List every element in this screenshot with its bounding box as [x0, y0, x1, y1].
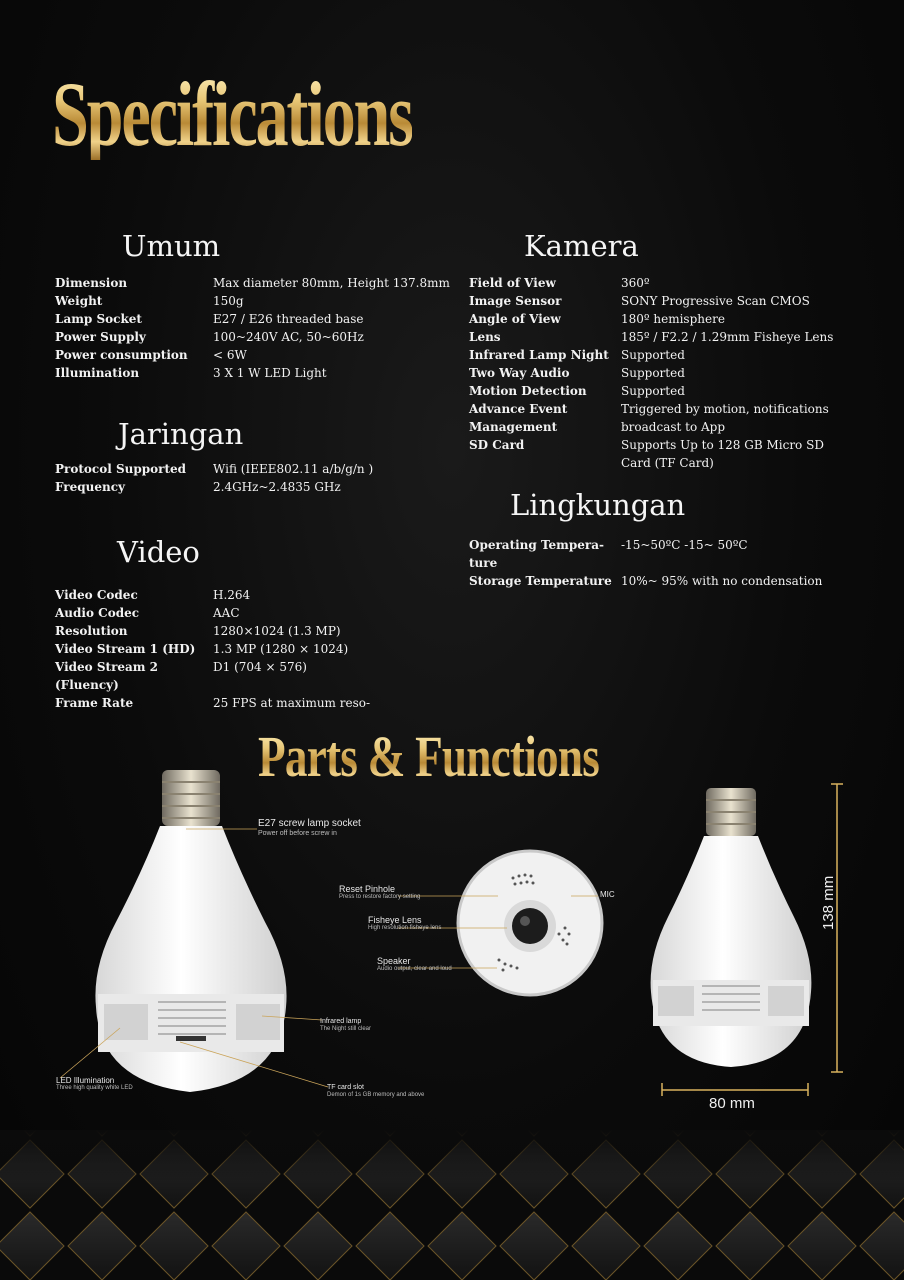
spec-value: Supported [621, 366, 685, 380]
dimension-width-label: 80 mm [709, 1095, 755, 1112]
spec-value: 1280×1024 (1.3 MP) [213, 624, 341, 638]
spec-value: -15~50ºC -15~ 50ºC [621, 538, 748, 552]
spec-value: Wifi (IEEE802.11 a/b/g/n ) [213, 462, 374, 476]
spec-key: Storage Temperature [469, 574, 612, 588]
diamond-pattern [0, 1130, 904, 1280]
spec-key: Frequency [55, 480, 126, 494]
label-led [56, 1076, 133, 1092]
spec-key: Operating Tempera- ture [469, 538, 604, 570]
spec-value: 360º [621, 276, 650, 290]
label-mic [600, 890, 615, 899]
spec-key: Power Supply [55, 330, 146, 344]
spec-key: Advance Event Management [469, 402, 568, 434]
label-infrared-title: Infrared lamp [320, 1018, 362, 1025]
spec-key: Audio Codec [55, 606, 140, 620]
spec-key: SD Card [469, 438, 525, 452]
spec-value: 25 FPS at maximum reso- [213, 696, 371, 710]
label-speaker-sub: Audio output, clear and loud [377, 966, 452, 973]
spec-value: 150g [213, 294, 244, 308]
dimension-height-label: 138 mm [820, 875, 837, 930]
spec-value: D1 (704 × 576) [213, 660, 307, 674]
label-fisheye-title: Fisheye Lens [368, 915, 422, 925]
spec-key: Weight [55, 294, 103, 308]
label-led-title: LED Illumination [56, 1076, 115, 1085]
spec-value: AAC [213, 606, 240, 620]
spec-value: 180º hemisphere [621, 312, 725, 326]
spec-key: Lamp Socket [55, 312, 142, 326]
spec-key: Power consumption [55, 348, 188, 362]
section-title-umum: Umum [122, 229, 221, 263]
spec-key: Lens [469, 330, 501, 344]
spec-key: Video Stream 1 (HD) [55, 642, 196, 656]
label-socket [258, 818, 361, 838]
spec-key: Resolution [55, 624, 128, 638]
spec-value: E27 / E26 threaded base [213, 312, 364, 326]
label-reset-sub: Press to restore factory setting [339, 894, 421, 901]
label-tf-title: TF card slot [327, 1084, 364, 1091]
label-tf-sub: Demon of 1s GB memory and above [327, 1092, 425, 1099]
spec-value: Supports Up to 128 GB Micro SD Card (TF Card) [621, 438, 824, 470]
parts-title: Parts & Functions [258, 724, 600, 789]
section-title-lingkungan: Lingkungan [510, 488, 686, 522]
spec-key: Frame Rate [55, 696, 134, 710]
spec-key: Protocol Supported [55, 462, 187, 476]
section-title-video: Video [117, 535, 200, 569]
spec-key: Illumination [55, 366, 140, 380]
spec-value: 2.4GHz~2.4835 GHz [213, 480, 341, 494]
spec-value: 185º / F2.2 / 1.29mm Fisheye Lens [621, 330, 834, 344]
label-reset [339, 884, 420, 901]
label-speaker-title: Speaker [377, 956, 411, 966]
page-title: Specifications [52, 63, 412, 165]
spec-key: Video Stream 2 (Fluency) [55, 660, 159, 692]
spec-value: Supported [621, 384, 685, 398]
spec-value: Triggered by motion, notifications broadcast to App [621, 402, 829, 434]
spec-key: Two Way Audio [469, 366, 570, 380]
spec-key: Image Sensor [469, 294, 562, 308]
label-speaker [377, 956, 452, 973]
spec-value: Supported [621, 348, 685, 362]
label-socket-title: E27 screw lamp socket [258, 818, 361, 829]
spec-value: 10%~ 95% with no condensation [621, 574, 823, 588]
spec-key: Video Codec [55, 588, 138, 602]
label-led-sub: Three high quality white LED [56, 1085, 133, 1092]
label-mic-title: MIC [600, 890, 615, 899]
label-reset-title: Reset Pinhole [339, 884, 396, 894]
label-infrared [320, 1018, 371, 1033]
label-fisheye [368, 915, 441, 932]
spec-value: H.264 [213, 588, 251, 602]
spec-key: Field of View [469, 276, 556, 290]
spec-value: SONY Progressive Scan CMOS [621, 294, 810, 308]
spec-value: Max diameter 80mm, Height 137.8mm [213, 276, 450, 290]
spec-key: Infrared Lamp Night [469, 348, 609, 362]
label-socket-sub: Power off before screw in [258, 829, 337, 837]
spec-key: Angle of View [469, 312, 561, 326]
spec-value: 100~240V AC, 50~60Hz [213, 330, 364, 344]
section-title-kamera: Kamera [524, 229, 639, 263]
label-fisheye-sub: High resolution fisheye lens [368, 925, 442, 932]
section-title-jaringan: Jaringan [118, 417, 244, 451]
label-infrared-sub: The Night still clear [320, 1026, 372, 1033]
label-tf [327, 1084, 424, 1099]
spec-value: 3 X 1 W LED Light [213, 366, 327, 380]
spec-key: Dimension [55, 276, 128, 290]
spec-value: < 6W [213, 348, 247, 362]
spec-key: Motion Detection [469, 384, 587, 398]
spec-value: 1.3 MP (1280 × 1024) [213, 642, 349, 656]
